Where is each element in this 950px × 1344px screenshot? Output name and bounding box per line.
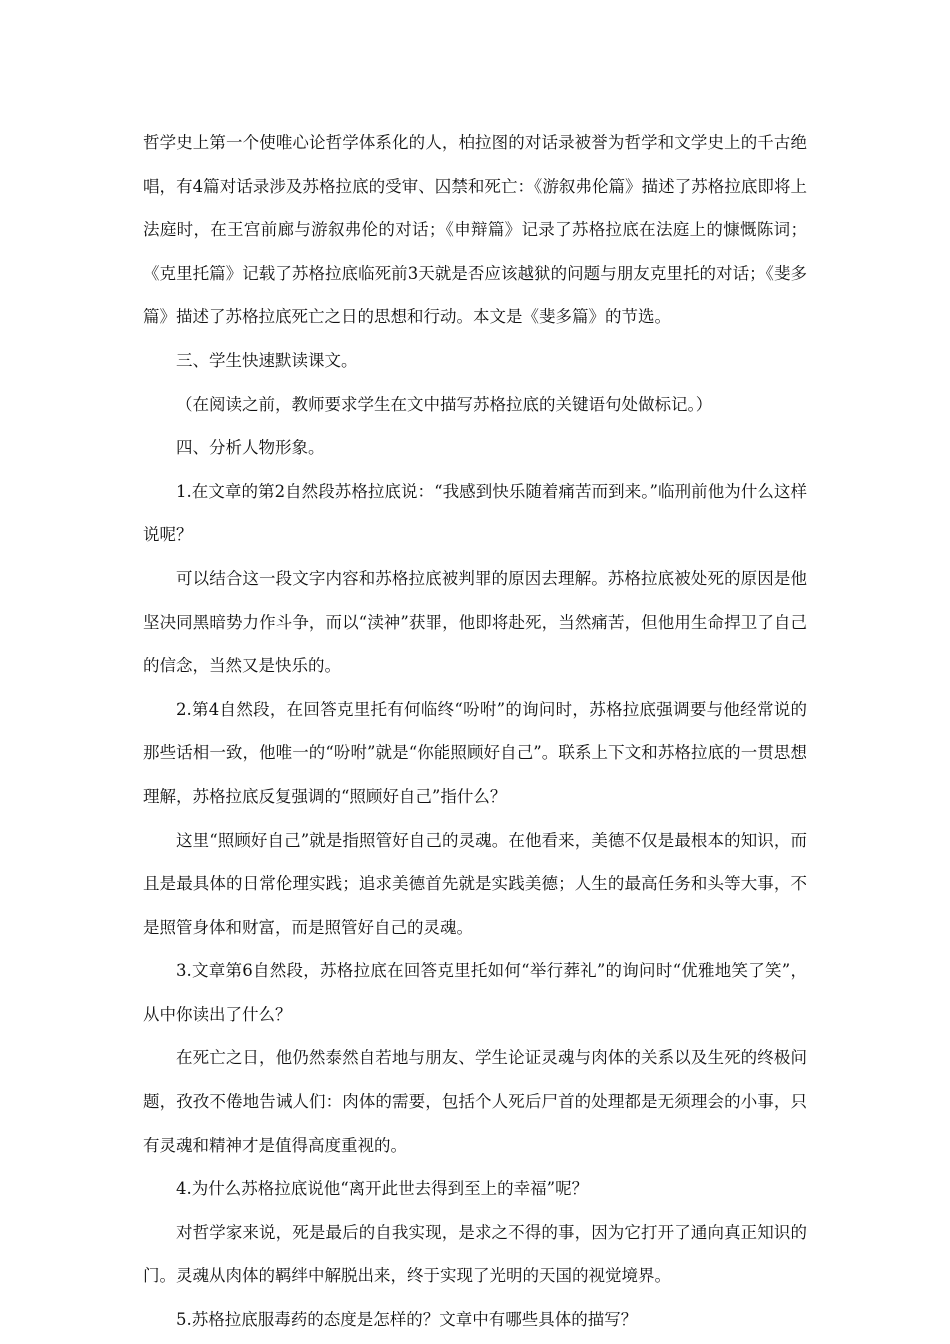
question-2: 2.第4自然段，在回答克里托有何临终“吩咐”的询问时，苏格拉底强调要与他经常说的那些话相一致，他唯一的“吩咐”就是“你能照顾好自己”。联系上下文和苏格拉底的一贯思想理解，苏格拉底反复强调的“照顾好自己”指什么？ [143, 699, 807, 806]
note-reading-instruction: （在阅读之前，教师要求学生在文中描写苏格拉底的关键语句处做标记。） [176, 394, 713, 414]
paragraph-intro: 哲学史上第一个使唯心论哲学体系化的人，柏拉图的对话录被誉为哲学和文学史上的千古绝唱，有4篇对话录涉及苏格拉底的受审、囚禁和死亡：《游叙弗伦篇》描述了苏格拉底即将上法庭时，在王宫前廊与游叙弗伦的对话；《申辩篇》记录了苏格拉底在法庭上的慷慨陈词；《克里托篇》记载了苏格拉底临死前3天就是否应该越狱的问题与朋友克里托的对话；《斐多篇》描述了苏格拉底死亡之日的思想和行动。本文是《斐多篇》的节选。 [143, 133, 807, 327]
answer-4: 对哲学家来说，死是最后的自我实现，是求之不得的事，因为它打开了通向真正知识的门。灵魂从肉体的羁绊中解脱出来，终于实现了光明的天国的视觉境界。 [143, 1222, 807, 1286]
answer-2: 这里“照顾好自己”就是指照管好自己的灵魂。在他看来，美德不仅是最根本的知识，而且是最具体的日常伦理实践；追求美德首先就是实践美德；人生的最高任务和头等大事，不是照管身体和财富，而是照管好自己的灵魂。 [143, 830, 807, 937]
section-heading-character-analysis: 四、分析人物形象。 [176, 438, 325, 458]
question-4: 4.为什么苏格拉底说他“离开此世去得到至上的幸福”呢？ [176, 1179, 589, 1199]
question-3: 3.文章第6自然段，苏格拉底在回答克里托如何“举行葬礼”的询问时“优雅地笑了笑”，从中你读出了什么？ [143, 961, 807, 1024]
document-body [143, 121, 807, 1342]
section-heading-silent-reading: 三、学生快速默读课文。 [176, 350, 358, 370]
question-5: 5.苏格拉底服毒药的态度是怎样的？文章中有哪些具体的描写？ [176, 1310, 638, 1330]
answer-3: 在死亡之日，他仍然泰然自若地与朋友、学生论证灵魂与肉体的关系以及生死的终极问题，孜孜不倦地告诫人们：肉体的需要，包括个人死后尸首的处理都是无须理会的小事，只有灵魂和精神才是值得高度重视的。 [143, 1048, 807, 1155]
answer-1: 可以结合这一段文字内容和苏格拉底被判罪的原因去理解。苏格拉底被处死的原因是他坚决同黑暗势力作斗争，而以“渎神”获罪，他即将赴死，当然痛苦，但他用生命捍卫了自己的信念，当然又是快乐的。 [143, 568, 807, 676]
question-1: 1.在文章的第2自然段苏格拉底说：“我感到快乐随着痛苦而到来。”临刑前他为什么这样说呢？ [143, 481, 807, 545]
